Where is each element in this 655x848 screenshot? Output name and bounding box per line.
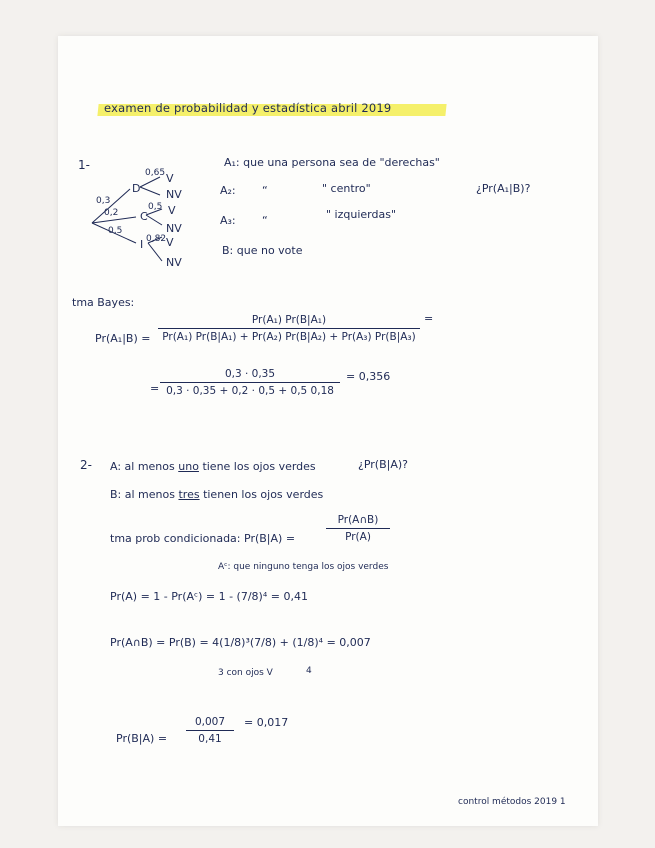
tree-i-nv: NV: [166, 256, 182, 269]
def-a3-ditto: “: [262, 214, 268, 227]
cond-numerator: Pr(A∩B): [337, 514, 379, 526]
q2-number: 2-: [80, 458, 92, 472]
calc-equals: =: [150, 382, 160, 395]
q2-def-b-prefix: B: al menos: [110, 488, 175, 501]
def-a1: A₁: que una persona sea de "derechas": [224, 156, 440, 169]
page-title: examen de probabilidad y estadística abril 2019: [104, 101, 392, 115]
def-a2-text: " centro": [322, 182, 371, 195]
brace-note-three-green: 3 con ojos V: [218, 668, 273, 678]
fraction-bar: [160, 382, 340, 383]
q1-question: ¿Pr(A₁|B)?: [476, 182, 531, 195]
def-a2-label: A₂:: [220, 184, 236, 197]
calc-numerator: 0,3 · 0,35: [224, 368, 276, 380]
calc-denominator: 0,3 · 0,35 + 0,2 · 0,5 + 0,5 0,18: [166, 385, 334, 397]
final-fraction: [186, 716, 234, 745]
tree-d-v: V: [166, 172, 174, 185]
cond-denominator: Pr(A): [345, 531, 371, 543]
fraction-bar: [158, 328, 420, 329]
bayes-denominator: Pr(A₁) Pr(B|A₁) + Pr(A₂) Pr(B|A₂) + Pr(A₃) Pr(B|A₃): [162, 331, 416, 343]
bayes-lhs: Pr(A₁|B) =: [95, 332, 151, 345]
def-b: B: que no vote: [222, 244, 303, 257]
page-footer: control métodos 2019 1: [458, 797, 566, 807]
bayes-equals: =: [424, 312, 434, 325]
q2-def-a-underlined: uno: [178, 460, 199, 473]
tree-prob-c: 0,2: [104, 208, 119, 218]
def-a3-text: " izquierdas": [326, 208, 397, 221]
q2-def-a: [110, 460, 316, 473]
def-a3-label: A₃:: [220, 214, 236, 227]
calc-fraction: [160, 368, 340, 397]
tree-c-prob: 0,5: [148, 202, 163, 212]
tree-c-v: V: [168, 204, 176, 217]
paper-sheet: [58, 36, 598, 826]
bayes-fraction: [158, 314, 420, 343]
q2-def-b: [110, 488, 323, 501]
q2-def-b-rest: tienen los ojos verdes: [203, 488, 324, 501]
final-lhs: Pr(B|A) =: [116, 732, 168, 745]
q2-def-b-underlined: tres: [178, 488, 200, 501]
cond-fraction: [326, 514, 390, 543]
pr-a-and-b-formula: Pr(A∩B) = Pr(B) = 4(1/8)³(7/8) + (1/8)⁴ = 0,007: [110, 636, 371, 649]
cond-label: tma prob condicionada: Pr(B|A) =: [110, 532, 296, 545]
tree-i-prob: 0,82: [146, 234, 167, 244]
tree-c-nv: NV: [166, 222, 182, 235]
q1-number: 1-: [78, 158, 90, 172]
q2-def-a-rest: tiene los ojos verdes: [202, 460, 316, 473]
tree-d-nv: NV: [166, 188, 182, 201]
fraction-bar: [326, 528, 390, 529]
pr-a-formula: Pr(A) = 1 - Pr(Aᶜ) = 1 - (7/8)⁴ = 0,41: [110, 590, 308, 603]
tree-node-d: D: [132, 182, 141, 195]
ac-note: Aᶜ: que ninguno tenga los ojos verdes: [218, 562, 389, 572]
q2-def-a-prefix: A: al menos: [110, 460, 175, 473]
tree-prob-d: 0,3: [96, 196, 111, 206]
bayes-numerator: Pr(A₁) Pr(B|A₁): [251, 314, 327, 326]
final-result: = 0,017: [244, 716, 289, 729]
calc-result: = 0,356: [346, 370, 391, 383]
fraction-bar: [186, 730, 234, 731]
brace-note-four: 4: [306, 666, 312, 676]
tree-i-v: V: [166, 236, 174, 249]
q2-question: ¿Pr(B|A)?: [358, 458, 408, 471]
bayes-label: tma Bayes:: [72, 296, 135, 309]
tree-node-i: I: [140, 238, 144, 251]
tree-node-c: C: [140, 210, 148, 223]
tree-prob-i: 0,5: [108, 226, 123, 236]
final-numerator: 0,007: [194, 716, 226, 728]
tree-d-prob: 0,65: [145, 168, 166, 178]
def-a2-ditto: “: [262, 184, 268, 197]
final-denominator: 0,41: [198, 733, 222, 745]
